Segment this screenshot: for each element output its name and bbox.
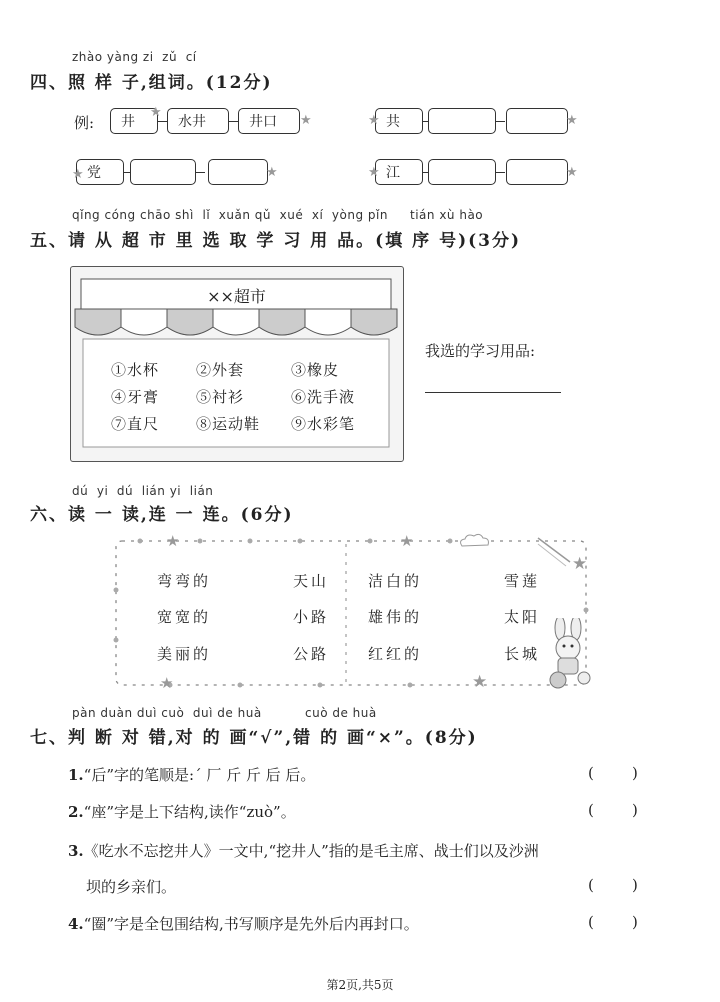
item-number: 4. (68, 915, 84, 933)
shop-item: ⑦直尺 (111, 415, 160, 433)
char-gong: 共 (386, 114, 400, 130)
example-label: 例: (74, 114, 95, 132)
star-icon: ★ (266, 165, 278, 180)
connector (495, 172, 505, 173)
item-number: 1. (68, 766, 84, 784)
star-icon: ★ (166, 532, 180, 550)
star-icon: ★ (472, 672, 488, 692)
star-icon: ★ (72, 167, 84, 182)
item-text: 坝的乡亲们。 (86, 878, 177, 896)
page-footer: 第2页,共5页 (326, 978, 394, 992)
judge-item-continued (86, 876, 176, 897)
item-number: 3. (68, 842, 84, 860)
star-icon: ★ (368, 113, 380, 128)
answer-paren[interactable]: ( ) (588, 764, 638, 782)
section6-pinyin: dú yi dú lián yi lián (72, 484, 214, 498)
star-icon: ★ (572, 554, 588, 574)
cloud-icon (458, 532, 492, 550)
answer-box[interactable] (506, 159, 568, 185)
shop-item: ①水杯 (111, 361, 160, 379)
judge-item (68, 913, 419, 934)
match-right-adj[interactable]: 雄伟的 (368, 608, 423, 626)
section7-title: 七、判 断 对 错,对 的 画“√”,错 的 画“×”。(8分) (30, 728, 478, 748)
shop-name: ××超市 (207, 287, 266, 306)
connector (195, 172, 205, 173)
shop-item: ⑧运动鞋 (196, 415, 261, 433)
section5-pinyin: qǐng cóng chāo shì lǐ xuǎn qǔ xué xí yòng pǐn (72, 208, 388, 222)
section7-pinyin-2: cuò de huà (305, 706, 377, 720)
answer-paren[interactable]: ( ) (588, 913, 638, 931)
match-left-noun[interactable]: 小路 (293, 608, 330, 626)
shop-item: ②外套 (196, 361, 245, 379)
example-word-box-1 (167, 108, 229, 134)
match-left-noun[interactable]: 公路 (293, 645, 330, 663)
shop-item: ⑥洗手液 (291, 388, 356, 406)
star-icon: ★ (400, 532, 414, 550)
answer-line[interactable] (425, 392, 561, 393)
char-box-jiang (375, 159, 423, 185)
item-text: “后”字的笔顺是:ˊ 厂 斤 斤 后 后。 (83, 766, 316, 784)
answer-paren[interactable]: ( ) (588, 801, 638, 819)
match-left-adj[interactable]: 美丽的 (157, 645, 212, 663)
section6-title: 六、读 一 读,连 一 连。(6分) (30, 505, 294, 525)
item-text: “座”字是上下结构,读作“zuò”。 (83, 803, 296, 821)
answer-paren[interactable]: ( ) (588, 876, 638, 894)
judge-item (68, 840, 539, 861)
shop-item: ④牙膏 (111, 388, 160, 406)
connector (157, 121, 167, 122)
answer-box[interactable] (428, 108, 496, 134)
supermarket-board (70, 266, 404, 462)
match-left-adj[interactable]: 弯弯的 (157, 572, 212, 590)
item-text: 《吃水不忘挖井人》一文中,“挖井人”指的是毛主席、战士们以及沙洲 (83, 842, 539, 860)
answer-box[interactable] (130, 159, 196, 185)
match-right-noun[interactable]: 长城 (504, 645, 541, 663)
answer-box[interactable] (428, 159, 496, 185)
judge-item (68, 801, 296, 822)
example-word: 井口 (249, 114, 277, 130)
char-dang: 党 (87, 165, 101, 181)
section5-title: 五、请 从 超 市 里 选 取 学 习 用 品。(填 序 号)(3分) (30, 231, 522, 251)
match-right-adj[interactable]: 红红的 (368, 645, 423, 663)
match-right-adj[interactable]: 洁白的 (368, 572, 423, 590)
shop-item: ⑤衬衫 (196, 388, 245, 406)
item-text: “圈”字是全包围结构,书写顺序是先外后内再封口。 (83, 915, 419, 933)
star-icon: ★ (566, 165, 578, 180)
rabbit-illustration (540, 618, 606, 692)
section4-title: 四、照 样 子,组词。(12分) (30, 73, 273, 93)
section4-pinyin: zhào yàng zi zǔ cí (72, 50, 197, 64)
example-char: 井 (121, 114, 135, 130)
star-icon: ★ (566, 113, 578, 128)
example-word: 水井 (178, 114, 206, 130)
match-left-adj[interactable]: 宽宽的 (157, 608, 212, 626)
char-jiang: 江 (386, 165, 400, 181)
match-right-noun[interactable]: 太阳 (504, 608, 541, 626)
answer-box[interactable] (208, 159, 268, 185)
star-icon: ★ (368, 165, 380, 180)
section7-pinyin: pàn duàn duì cuò duì de huà (72, 706, 262, 720)
connector (495, 121, 505, 122)
example-word-box-2 (238, 108, 300, 134)
char-box-gong (375, 108, 423, 134)
shooting-star-icon (536, 536, 582, 576)
star-icon: ★ (300, 113, 312, 128)
match-right-noun[interactable]: 雪莲 (504, 572, 541, 590)
item-number: 2. (68, 803, 84, 821)
section5-pinyin-2: tián xù hào (410, 208, 484, 222)
star-icon: ★ (160, 674, 174, 692)
judge-item (68, 764, 315, 785)
connector (228, 121, 238, 122)
shop-item: ⑨水彩笔 (291, 415, 356, 433)
star-icon: ★ (150, 105, 162, 120)
match-left-noun[interactable]: 天山 (293, 572, 330, 590)
shop-item: ③橡皮 (291, 361, 340, 379)
answer-box[interactable] (506, 108, 568, 134)
answer-label: 我选的学习用品: (425, 342, 536, 360)
